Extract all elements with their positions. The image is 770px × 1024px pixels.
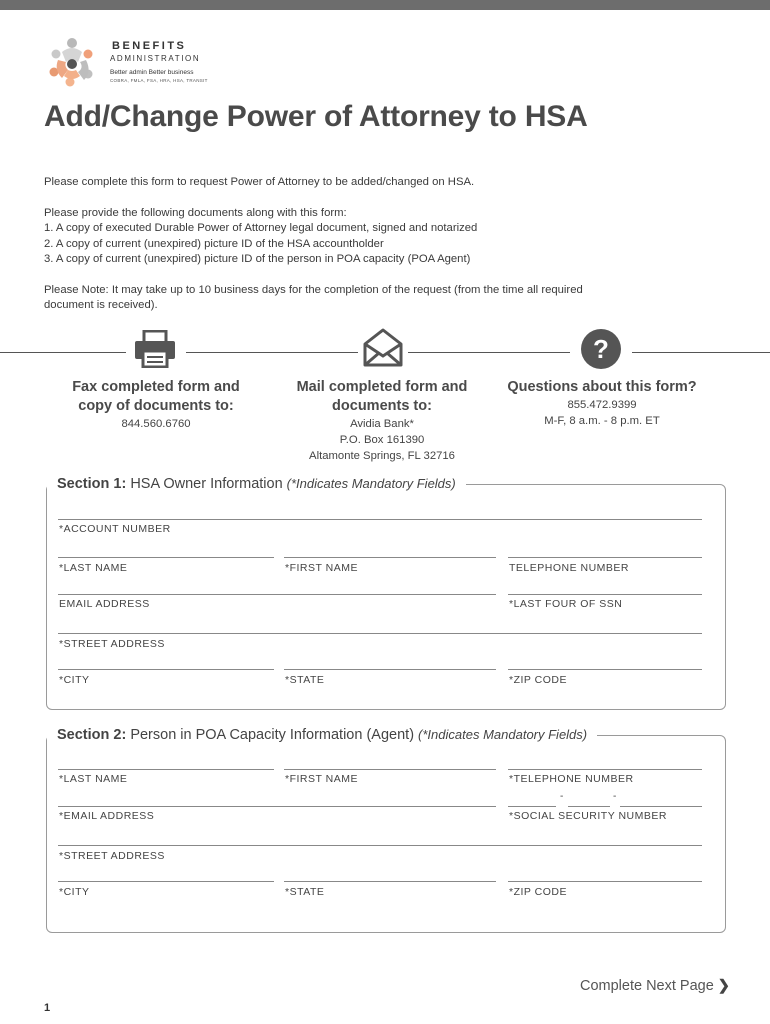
section-2-title bbox=[47, 727, 597, 743]
agent-telephone-label: *TELEPHONE NUMBER bbox=[509, 773, 634, 785]
questions-hours: M-F, 8 a.m. - 8 p.m. ET bbox=[544, 415, 660, 427]
owner-street-label: *STREET ADDRESS bbox=[59, 638, 165, 650]
agent-state-label: *STATE bbox=[285, 886, 325, 898]
questions-heading: Questions about this form? bbox=[507, 379, 697, 395]
agent-street-field[interactable] bbox=[58, 845, 702, 846]
section-2-name: Person in POA Capacity Information (Agent) bbox=[126, 727, 419, 743]
note-line-2: document is received). bbox=[44, 299, 158, 311]
owner-telephone-label: TELEPHONE NUMBER bbox=[509, 562, 630, 574]
question-icon bbox=[580, 328, 622, 370]
agent-ssn-label: *SOCIAL SECURITY NUMBER bbox=[509, 810, 667, 822]
box-edge bbox=[490, 484, 500, 485]
complete-next-page-label: Complete Next Page bbox=[580, 978, 714, 994]
ssn-separator-1: - bbox=[560, 791, 564, 802]
owner-email-field[interactable] bbox=[58, 594, 496, 595]
svg-text:?: ? bbox=[593, 334, 609, 364]
section-2-box bbox=[46, 727, 726, 933]
fax-icon bbox=[134, 330, 176, 368]
documents-lead: Please provide the following documents along with this form: bbox=[44, 207, 347, 219]
divider bbox=[408, 352, 570, 353]
envelope-icon bbox=[362, 326, 404, 368]
mail-heading-2: documents to: bbox=[332, 398, 432, 414]
owner-ssn-last4-label: *LAST FOUR OF SSN bbox=[509, 598, 623, 610]
agent-street-label: *STREET ADDRESS bbox=[59, 850, 165, 862]
owner-email-label: EMAIL ADDRESS bbox=[59, 598, 150, 610]
owner-street-field[interactable] bbox=[58, 633, 702, 634]
mail-line-3: Altamonte Springs, FL 32716 bbox=[309, 450, 455, 462]
agent-first-name-field[interactable] bbox=[284, 769, 496, 770]
note-line-1: Please Note: It may take up to 10 business days for the completion of the request (from the time all required bbox=[44, 284, 583, 296]
agent-ssn-part3-field[interactable] bbox=[620, 806, 702, 807]
agent-city-field[interactable] bbox=[58, 881, 274, 882]
documents-item-1: 1. A copy of executed Durable Power of Attorney legal document, signed and notarized bbox=[44, 222, 478, 234]
divider bbox=[632, 352, 770, 353]
agent-email-field[interactable] bbox=[58, 806, 496, 807]
agent-state-field[interactable] bbox=[284, 881, 496, 882]
company-logo bbox=[44, 34, 244, 94]
owner-zip-field[interactable] bbox=[508, 669, 702, 670]
page-number: 1 bbox=[44, 1002, 51, 1014]
agent-ssn-part1-field[interactable] bbox=[508, 806, 556, 807]
owner-city-label: *CITY bbox=[59, 674, 90, 686]
account-number-field[interactable] bbox=[58, 519, 702, 520]
chevron-right-icon: ❯ bbox=[717, 978, 730, 994]
agent-email-label: *EMAIL ADDRESS bbox=[59, 810, 155, 822]
fax-number: 844.560.6760 bbox=[121, 418, 191, 430]
logo-people-icon bbox=[44, 34, 100, 90]
owner-city-field[interactable] bbox=[58, 669, 274, 670]
section-1-name: HSA Owner Information bbox=[126, 476, 287, 492]
divider bbox=[0, 352, 126, 353]
section-1-title bbox=[47, 476, 466, 492]
owner-state-label: *STATE bbox=[285, 674, 325, 686]
agent-telephone-field[interactable] bbox=[508, 769, 702, 770]
owner-zip-label: *ZIP CODE bbox=[509, 674, 567, 686]
ssn-separator-2: - bbox=[613, 791, 617, 802]
agent-last-name-field[interactable] bbox=[58, 769, 274, 770]
complete-next-page-link[interactable] bbox=[580, 978, 730, 994]
mail-line-2: P.O. Box 161390 bbox=[339, 434, 425, 446]
owner-telephone-field[interactable] bbox=[508, 557, 702, 558]
mail-line-1: Avidia Bank* bbox=[350, 418, 414, 430]
agent-last-name-label: *LAST NAME bbox=[59, 773, 128, 785]
questions-phone: 855.472.9399 bbox=[567, 399, 637, 411]
page-title: Add/Change Power of Attorney to HSA bbox=[44, 100, 588, 133]
mail-column bbox=[266, 378, 498, 464]
mail-heading-1: Mail completed form and bbox=[296, 379, 468, 395]
logo-line2: ADMINISTRATION bbox=[110, 54, 201, 63]
documents-item-2: 2. A copy of current (unexpired) picture ID of the HSA accountholder bbox=[44, 238, 384, 250]
agent-ssn-part2-field[interactable] bbox=[568, 806, 610, 807]
section-1-label: Section 1: bbox=[57, 476, 127, 492]
agent-city-label: *CITY bbox=[59, 886, 90, 898]
section-1-note: (*Indicates Mandatory Fields) bbox=[286, 476, 456, 491]
documents-item-3: 3. A copy of current (unexpired) picture ID of the person in POA capacity (POA Agent) bbox=[44, 253, 471, 265]
logo-line1: BENEFITS bbox=[112, 40, 187, 52]
intro-text: Please complete this form to request Power of Attorney to be added/changed on HSA. bbox=[44, 176, 475, 188]
owner-ssn-last4-field[interactable] bbox=[508, 594, 702, 595]
questions-column bbox=[486, 378, 718, 429]
top-bar bbox=[0, 0, 770, 10]
divider bbox=[186, 352, 358, 353]
fax-column bbox=[40, 378, 272, 432]
logo-services: COBRA, FMLA, FSA, HRA, HSA, TRANSIT bbox=[110, 78, 208, 83]
agent-first-name-label: *FIRST NAME bbox=[285, 773, 358, 785]
owner-first-name-field[interactable] bbox=[284, 557, 496, 558]
section-1-box bbox=[46, 476, 726, 710]
account-number-label: *ACCOUNT NUMBER bbox=[59, 523, 171, 535]
fax-heading-2: copy of documents to: bbox=[78, 398, 234, 414]
agent-zip-field[interactable] bbox=[508, 881, 702, 882]
owner-last-name-label: *LAST NAME bbox=[59, 562, 128, 574]
fax-heading-1: Fax completed form and bbox=[72, 379, 240, 395]
section-2-label: Section 2: bbox=[57, 727, 127, 743]
logo-tagline: Better admin Better business bbox=[110, 69, 194, 76]
owner-first-name-label: *FIRST NAME bbox=[285, 562, 358, 574]
owner-last-name-field[interactable] bbox=[58, 557, 274, 558]
agent-zip-label: *ZIP CODE bbox=[509, 886, 567, 898]
section-2-note: (*Indicates Mandatory Fields) bbox=[418, 727, 588, 742]
owner-state-field[interactable] bbox=[284, 669, 496, 670]
